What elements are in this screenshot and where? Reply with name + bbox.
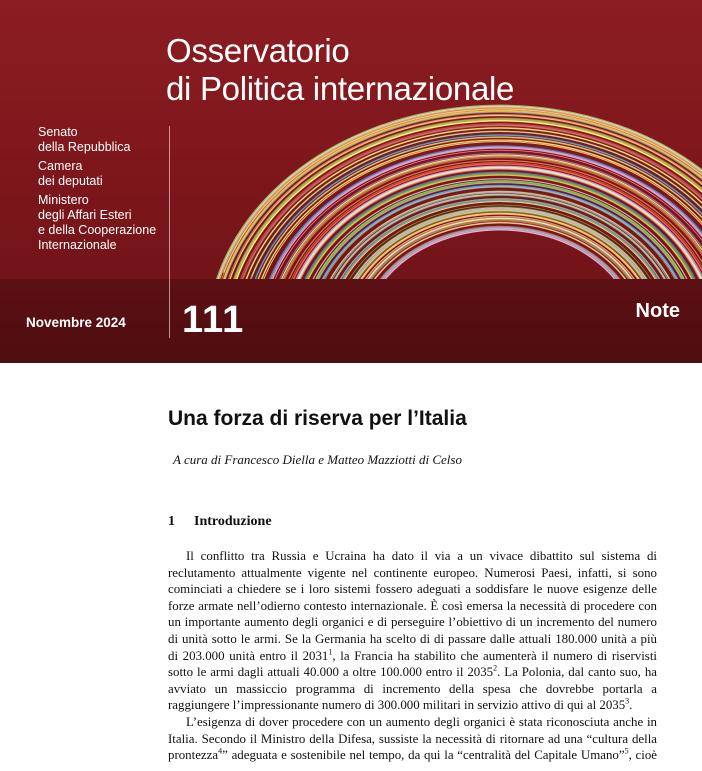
line-text: sotto le armi dagli attuali 40.000 a oltre 100.000 entro il 2035 (168, 665, 494, 680)
section-heading (168, 514, 272, 530)
line-text: . (629, 698, 633, 713)
paragraph-2 (168, 714, 657, 764)
document-authors: A cura di Francesco Diella e Matteo Mazziotti di Celso (173, 452, 462, 467)
footnote-ref[interactable]: 1 (328, 647, 333, 657)
line-text: ” adeguata e sostenibile nel tempo, da qui la “centralità del Capitale Umano” (222, 748, 625, 763)
publication-date: Novembre 2024 (26, 315, 126, 330)
paragraph-line: di unità sotto le armi. Se la Germania ha scelto di di passare dalle attuali 180.000 unità a più (168, 631, 657, 646)
paragraph-line (168, 747, 657, 764)
series-label: Note (635, 300, 680, 322)
line-text: di 203.000 unità entro il 2031 (168, 648, 329, 663)
issue-number: 111 (182, 299, 245, 341)
paragraph-line: cominciati a chiedere se i loro sistemi fossero adeguati a soddisfare le nuove esigenze delle (168, 582, 657, 597)
institution-line: della Repubblica (38, 140, 131, 154)
publication-title (166, 32, 514, 108)
paragraph-line: un importante aumento degli organici e di perseguire l’obiettivo di un incremento del numero (168, 615, 657, 630)
institution-line: degli Affari Esteri (38, 208, 132, 222)
paragraph-line: forze armate nell’odierno contesto internazionale. È così emersa la necessità di procedere con (168, 598, 657, 613)
institution-ministero (38, 193, 156, 253)
institution-line: Ministero (38, 193, 89, 207)
title-line-1: Osservatorio (166, 32, 350, 69)
document-title: Una forza di riserva per l’Italia (168, 407, 467, 430)
institution-senato (38, 125, 156, 155)
line-text: prontezza (168, 748, 219, 763)
paragraph-line: Il conflitto tra Russia e Ucraina ha dato il via a un vivace dibattito sul sistema di (186, 549, 657, 563)
paragraph-line: L’esigenza di dover procedere con un aumento degli organici è stata riconosciuta anche in (186, 715, 657, 729)
line-text: , la Francia ha stabilito che aumenterà il numero di riservisti (332, 648, 657, 663)
paragraph-line: avviato un massiccio programma di incremento della spesa che dovrebbe portarla a (168, 681, 657, 696)
line-text: raggiungere l’impressionante numero di 300.000 militari in servizio attivo di qui al 2035 (168, 698, 626, 713)
footnote-ref[interactable]: 2 (493, 664, 498, 673)
paragraph-line (168, 697, 657, 714)
paragraph-1 (168, 548, 657, 714)
footnote-ref[interactable]: 3 (625, 697, 630, 707)
line-text: , cioè (628, 748, 657, 763)
institution-line: e della Cooperazione (38, 223, 157, 237)
institutions-list (38, 125, 156, 257)
institution-line: Senato (38, 125, 78, 139)
paragraph-line: reclutamento attualmente vigente nel continente europeo. Numerosi Paesi, infatti, si sono (168, 565, 657, 580)
header-divider (169, 126, 170, 338)
institution-camera (38, 159, 156, 189)
paragraph-line (168, 664, 657, 681)
institution-line: Camera (38, 159, 83, 173)
line-text: . La Polonia, dal canto suo, ha (497, 665, 657, 680)
title-line-2: di Politica internazionale (166, 70, 515, 107)
section-number: 1 (168, 514, 175, 529)
paragraph-line: Italia. Secondo il Ministro della Difesa, sussiste la necessità di ritornare ad una “cultura della (168, 731, 657, 746)
paragraph-line (168, 648, 657, 665)
institution-line: dei deputati (38, 174, 103, 188)
institution-line: Internazionale (38, 238, 117, 252)
section-title: Introduzione (194, 514, 272, 529)
footnote-ref[interactable]: 4 (218, 747, 223, 756)
report-header (0, 0, 702, 363)
footnote-ref[interactable]: 5 (624, 747, 629, 756)
